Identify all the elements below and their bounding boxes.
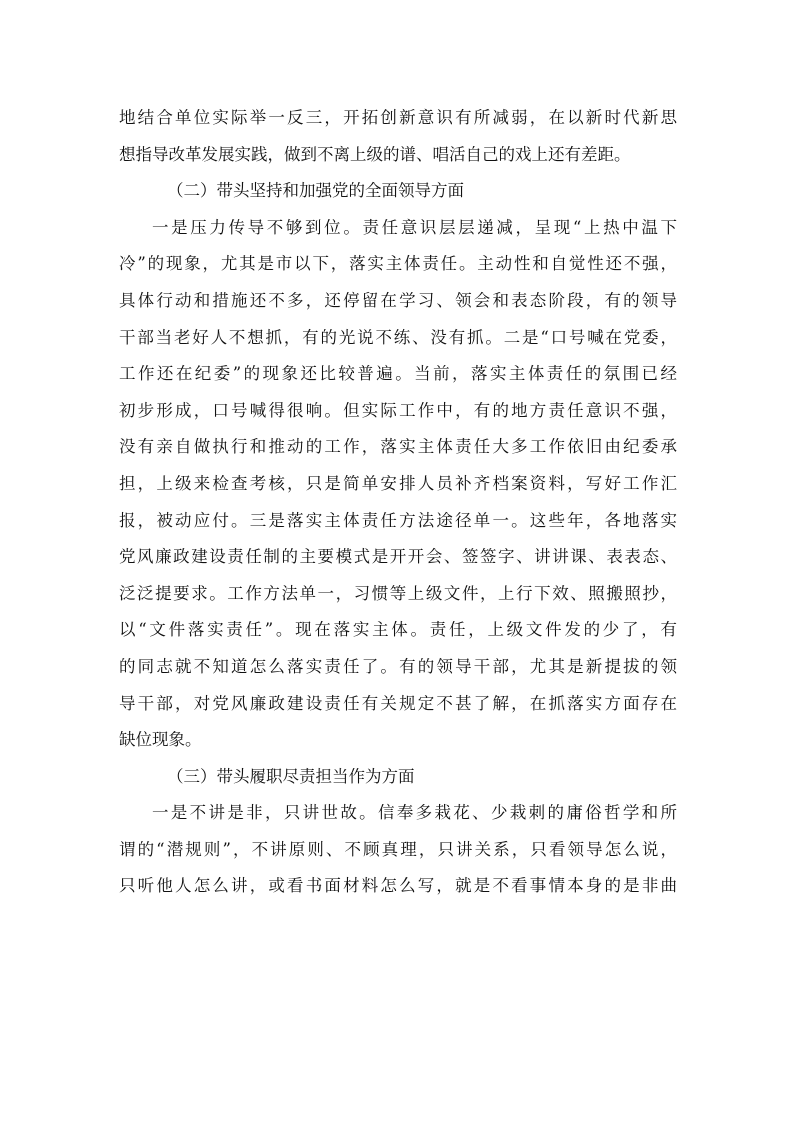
paragraph-line: 党风廉政建设责任制的主要模式是开开会、签签字、讲讲课、表表态、: [119, 547, 677, 567]
paragraph-line: 地结合单位实际举一反三，开拓创新意识有所减弱，在以新时代新思: [119, 108, 677, 127]
section-heading-2: （二）带头坚持和加强党的全面领导方面: [167, 181, 464, 201]
paragraph-line: 缺位现象。: [119, 730, 202, 750]
paragraph-line: 的同志就不知道怎么落实责任了。有的领导干部，尤其是新提拔的领: [119, 656, 677, 676]
paragraph-line: 担，上级来检查考核，只是简单安排人员补齐档案资料，写好工作汇: [119, 473, 677, 493]
document-body: [119, 100, 677, 905]
paragraph-line: 一是不讲是非，只讲世故。信奉多栽花、少栽刺的庸俗哲学和所: [152, 803, 677, 823]
paragraph-line: 报，被动应付。三是落实主体责任方法途径单一。这些年，各地落实: [119, 510, 677, 530]
paragraph-line: 工作还在纪委”的现象还比较普遍。当前，落实主体责任的氛围已经: [119, 364, 677, 384]
paragraph-line: 想指导改革发展实践，做到不离上级的谱、唱活自己的戏上还有差距。: [119, 144, 631, 164]
paragraph-line: 具体行动和措施还不多，还停留在学习、领会和表态阶段，有的领导: [119, 290, 677, 310]
paragraph-line: 只听他人怎么讲，或看书面材料怎么写，就是不看事情本身的是非曲: [119, 876, 677, 896]
paragraph-line: 一是压力传导不够到位。责任意识层层递减，呈现“上热中温下: [152, 217, 677, 237]
paragraph-line: 谓的“潜规则”，不讲原则、不顾真理，只讲关系，只看领导怎么说，: [119, 839, 677, 859]
section-heading-3: （三）带头履职尽责担当作为方面: [167, 766, 415, 786]
paragraph-line: 冷”的现象，尤其是市以下，落实主体责任。主动性和自觉性还不强，: [119, 254, 677, 274]
paragraph-line: 导干部，对党风廉政建设责任有关规定不甚了解，在抓落实方面存在: [119, 693, 677, 713]
paragraph-line: 没有亲自做执行和推动的工作，落实主体责任大多工作依旧由纪委承: [119, 437, 677, 457]
paragraph-line: 干部当老好人不想抓，有的光说不练、没有抓。二是“口号喊在党委，: [119, 327, 677, 347]
paragraph-line: 以“文件落实责任”。现在落实主体。责任，上级文件发的少了，有: [119, 620, 677, 640]
paragraph-line: 初步形成，口号喊得很响。但实际工作中，有的地方责任意识不强，: [119, 400, 677, 420]
paragraph-line: 泛泛提要求。工作方法单一，习惯等上级文件，上行下效、照搬照抄，: [119, 583, 677, 603]
